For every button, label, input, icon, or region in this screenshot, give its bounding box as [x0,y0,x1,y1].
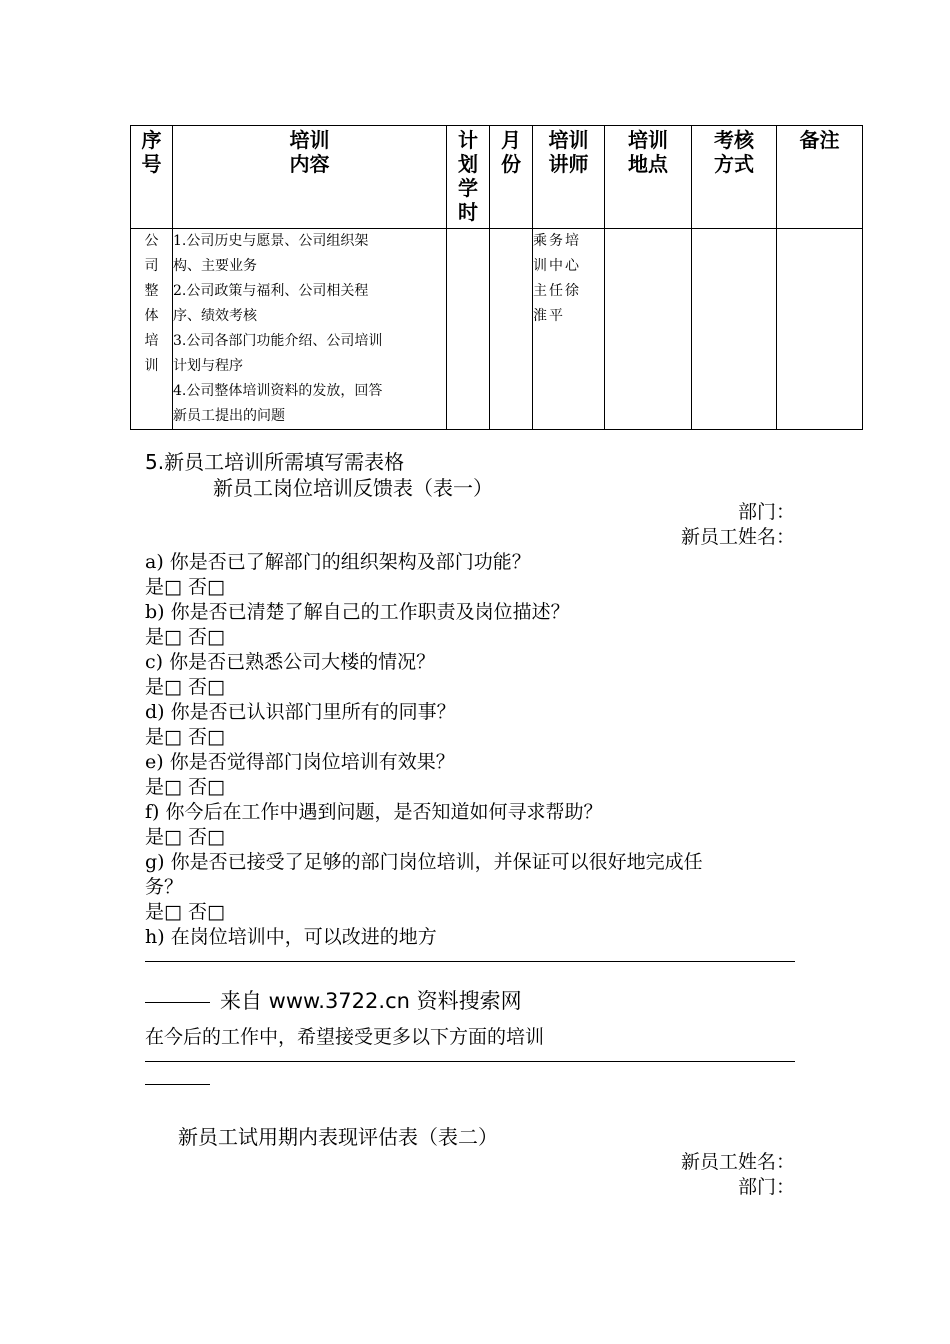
question-c: c) 你是否已熟悉公司大楼的情况？ [145,651,436,673]
header-seq: 序 号 [131,126,173,229]
answer-d: 是□ 否□ [145,726,225,748]
question-f: f) 你今后在工作中遇到问题，是否知道如何寻求帮助？ [145,801,603,823]
question-a: a) 你是否已了解部门的组织架构及部门功能？ [145,551,531,573]
table-header-row [131,126,863,229]
future-training-label: 在今后的工作中，希望接受更多以下方面的培训 [145,1026,545,1048]
question-b: b) 你是否已清楚了解自己的工作职责及岗位描述？ [145,601,570,623]
cell-remarks [777,229,863,430]
cell-month [490,229,533,430]
form1-dept-label: 部门： [737,501,795,523]
header-location: 培训 地点 [605,126,692,229]
cell-location [605,229,692,430]
cell-seq: 公 司 整 体 培 训 [131,229,173,430]
question-d: d) 你是否已认识部门里所有的同事？ [145,701,456,723]
cell-content: 1.公司历史与愿景、公司组织架 构、主要业务 2.公司政策与福利、公司相关程 序、绩效考核 3.公司各部门功能介绍、公司培训 计划与程序 4.公司整体培训资料的发放，回答 新员工提出的问题 [173,229,447,430]
form2-name-label: 新员工姓名： [680,1151,795,1173]
answer-e: 是□ 否□ [145,776,225,798]
question-h: h) 在岗位培训中，可以改进的地方 [145,926,437,948]
answer-line-future [145,1061,795,1062]
table-row [131,229,863,430]
question-e: e) 你是否觉得部门岗位培训有效果？ [145,751,455,773]
section5-heading: 5.新员工培训所需填写需表格 [145,450,405,474]
form1-title: 新员工岗位培训反馈表（表一） [213,476,493,500]
cell-trainer: 乘务培 训中心 主任徐 淮平 [533,229,605,430]
answer-line-h [145,961,795,962]
answer-a: 是□ 否□ [145,576,225,598]
answer-g: 是□ 否□ [145,901,225,923]
answer-c: 是□ 否□ [145,676,225,698]
answer-line-h-end [145,1002,210,1003]
question-g-line2: 务？ [145,876,184,898]
training-table [130,125,863,430]
header-assessment: 考核 方式 [692,126,777,229]
answer-b: 是□ 否□ [145,626,225,648]
answer-line-future-end [145,1084,210,1085]
cell-assessment [692,229,777,430]
form2-title: 新员工试用期内表现评估表（表二） [178,1125,498,1149]
header-month: 月 份 [490,126,533,229]
question-g-line1: g) 你是否已接受了足够的部门岗位培训，并保证可以很好地完成任 [145,851,703,873]
watermark: 来自 www.3722.cn 资料搜索网 [220,989,522,1013]
cell-hours [447,229,490,430]
form2-dept-label: 部门： [737,1176,795,1198]
header-hours: 计 划 学 时 [447,126,490,229]
form1-name-label: 新员工姓名： [680,526,795,548]
header-remarks: 备注 [777,126,863,229]
answer-f: 是□ 否□ [145,826,225,848]
header-trainer: 培训 讲师 [533,126,605,229]
header-content: 培训 内容 [173,126,447,229]
